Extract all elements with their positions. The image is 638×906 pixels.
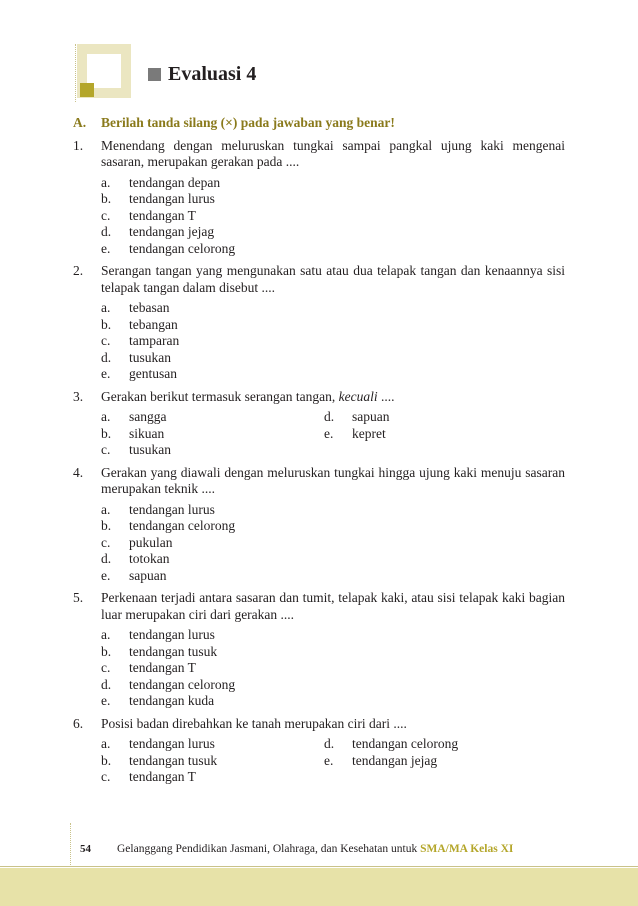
option-letter: a.: [101, 174, 111, 190]
option-letter: e.: [324, 752, 334, 768]
option-text: sapuan: [129, 567, 167, 583]
question-text-emphasis: kecuali: [338, 388, 378, 404]
option-item[interactable]: [101, 736, 324, 753]
question-5: [73, 590, 565, 623]
options-column-left: [101, 736, 324, 786]
question-2: [73, 263, 565, 296]
option-item[interactable]: [101, 208, 565, 225]
option-item[interactable]: [101, 350, 565, 367]
option-text: tendangan celorong: [352, 736, 459, 751]
option-letter: d.: [101, 349, 112, 365]
section-letter: A.: [73, 115, 87, 130]
option-text: gentusan: [129, 366, 177, 381]
option-letter: a.: [101, 501, 111, 517]
option-item[interactable]: [101, 677, 565, 694]
option-item[interactable]: [101, 409, 324, 426]
question-4: [73, 465, 565, 498]
option-text: tendangan celorong: [129, 518, 236, 533]
footer-band: [0, 868, 638, 906]
option-item[interactable]: [101, 502, 565, 519]
option-text: tendangan lurus: [129, 627, 215, 642]
option-letter: c.: [101, 207, 111, 223]
option-item[interactable]: [101, 644, 565, 661]
question-6: [73, 716, 565, 733]
option-letter: a.: [101, 300, 111, 315]
option-text: sangga: [129, 409, 167, 424]
option-item[interactable]: [101, 769, 324, 786]
question-number: 4.: [73, 464, 84, 480]
footer-class-label: SMA/MA Kelas XI: [420, 843, 514, 855]
option-letter: b.: [101, 316, 112, 332]
question-text: Posisi badan direbahkan ke tanah merupakan ciri dari ....: [101, 715, 407, 731]
option-text: tendangan kuda: [129, 693, 215, 708]
option-letter: c.: [101, 660, 111, 675]
option-text: tendangan lurus: [129, 501, 215, 517]
question-number: 3.: [73, 388, 84, 404]
option-letter: d.: [324, 736, 335, 751]
option-letter: b.: [101, 191, 112, 206]
option-item[interactable]: [101, 627, 565, 644]
option-text: tendangan T: [129, 207, 196, 223]
option-item[interactable]: [101, 317, 565, 334]
option-text: tendangan depan: [129, 174, 221, 190]
option-letter: a.: [101, 627, 111, 642]
section-heading: [73, 115, 565, 132]
title-bullet-square: [148, 68, 161, 81]
option-letter: d.: [101, 676, 112, 692]
option-text: tendangan celorong: [129, 240, 236, 256]
question-text: [101, 389, 565, 406]
section-instruction: Berilah tanda silang (×) pada jawaban yang benar!: [101, 115, 395, 130]
option-item[interactable]: [101, 568, 565, 585]
page-title: Evaluasi 4: [168, 63, 257, 85]
option-item[interactable]: [101, 366, 565, 383]
question-text-start: Gerakan berikut termasuk serangan tangan,: [101, 388, 339, 404]
question-text: Gerakan yang diawali dengan meluruskan tungkai hingga ujung kaki menuju sasaran merupakan teknik ....: [101, 464, 565, 496]
question-text-end: ....: [377, 388, 395, 404]
options-column-right: [324, 736, 547, 786]
option-letter: c.: [101, 769, 111, 784]
option-text: tendangan lurus: [129, 191, 215, 206]
option-letter: b.: [101, 643, 112, 659]
option-letter: d.: [101, 224, 112, 239]
option-letter: c.: [101, 442, 111, 457]
option-item[interactable]: [324, 736, 547, 753]
question-4-options: [101, 502, 565, 585]
option-letter: e.: [101, 366, 111, 381]
option-item[interactable]: [101, 442, 324, 459]
question-1: [73, 138, 565, 171]
option-text: tendangan jejag: [352, 752, 438, 768]
header-decoration-square: [80, 83, 94, 97]
option-letter: b.: [101, 752, 112, 768]
option-item[interactable]: [101, 241, 565, 258]
question-number: 5.: [73, 590, 84, 605]
option-text: sapuan: [352, 409, 390, 424]
option-letter: e.: [101, 693, 111, 708]
option-text: tendangan T: [129, 660, 196, 675]
option-text: tendangan T: [129, 769, 196, 784]
question-6-options: [101, 736, 565, 786]
option-text: tendangan lurus: [129, 736, 215, 751]
option-item[interactable]: [101, 426, 324, 443]
option-item[interactable]: [324, 753, 547, 770]
option-letter: b.: [101, 518, 112, 533]
option-text: pukulan: [129, 534, 173, 550]
option-letter: b.: [101, 425, 112, 441]
evaluation-content: [73, 115, 565, 786]
option-letter: d.: [324, 409, 335, 424]
option-text: kepret: [352, 425, 386, 441]
option-text: tamparan: [129, 333, 180, 348]
question-number: 2.: [73, 263, 84, 278]
option-item[interactable]: [101, 224, 565, 241]
option-item[interactable]: [101, 551, 565, 568]
option-letter: c.: [101, 333, 111, 348]
option-letter: e.: [324, 425, 334, 441]
options-column-right: [324, 409, 547, 459]
question-number: 6.: [73, 715, 84, 731]
option-letter: d.: [101, 551, 112, 566]
option-item[interactable]: [101, 660, 565, 677]
page-number: 54: [80, 843, 91, 855]
question-text: Perkenaan terjadi antara sasaran dan tumit, telapak kaki, atau sisi telapak kaki bagian luar merupakan ciri dari gerakan ....: [101, 590, 565, 622]
question-number: 1.: [73, 137, 84, 153]
option-item[interactable]: [101, 333, 565, 350]
question-3: [73, 389, 565, 406]
option-item[interactable]: [324, 426, 547, 443]
question-2-options: [101, 300, 565, 383]
option-text: tendangan tusuk: [129, 752, 218, 768]
options-column-left: [101, 409, 324, 459]
option-letter: e.: [101, 240, 111, 256]
option-text: tendangan tusuk: [129, 643, 218, 659]
option-text: sikuan: [129, 425, 165, 441]
option-letter: c.: [101, 534, 111, 550]
question-5-options: [101, 627, 565, 710]
footer-decoration-line: [70, 823, 71, 865]
footer-title-text: Gelanggang Pendidikan Jasmani, Olahraga, dan Kesehatan untuk: [117, 843, 418, 855]
option-item[interactable]: [101, 693, 565, 710]
option-text: tebangan: [129, 316, 178, 332]
option-text: tusukan: [129, 349, 171, 365]
option-text: tendangan celorong: [129, 676, 236, 692]
question-text: Menendang dengan meluruskan tungkai sampai pangkal ujung kaki mengenai sasaran, merupakan gerakan pada ....: [101, 137, 565, 169]
footer-book-title: [117, 843, 513, 855]
option-letter: a.: [101, 409, 111, 424]
question-text: Serangan tangan yang mengunakan satu atau dua telapak tangan dan kenaannya sisi telapak tangan dalam disebut ....: [101, 263, 565, 295]
question-3-options: [101, 409, 565, 459]
question-1-options: [101, 175, 565, 258]
header-decoration-line: [75, 44, 76, 102]
option-item[interactable]: [101, 753, 324, 770]
option-text: tendangan jejag: [129, 224, 215, 239]
option-item[interactable]: [101, 175, 565, 192]
option-letter: a.: [101, 736, 111, 751]
option-item[interactable]: [101, 191, 565, 208]
option-text: tebasan: [129, 300, 170, 315]
option-text: tusukan: [129, 442, 171, 457]
option-text: totokan: [129, 551, 170, 566]
option-item[interactable]: [101, 535, 565, 552]
option-item[interactable]: [101, 518, 565, 535]
footer-band-rule: [0, 866, 638, 867]
option-letter: e.: [101, 567, 111, 583]
option-item[interactable]: [101, 300, 565, 317]
option-item[interactable]: [324, 409, 547, 426]
